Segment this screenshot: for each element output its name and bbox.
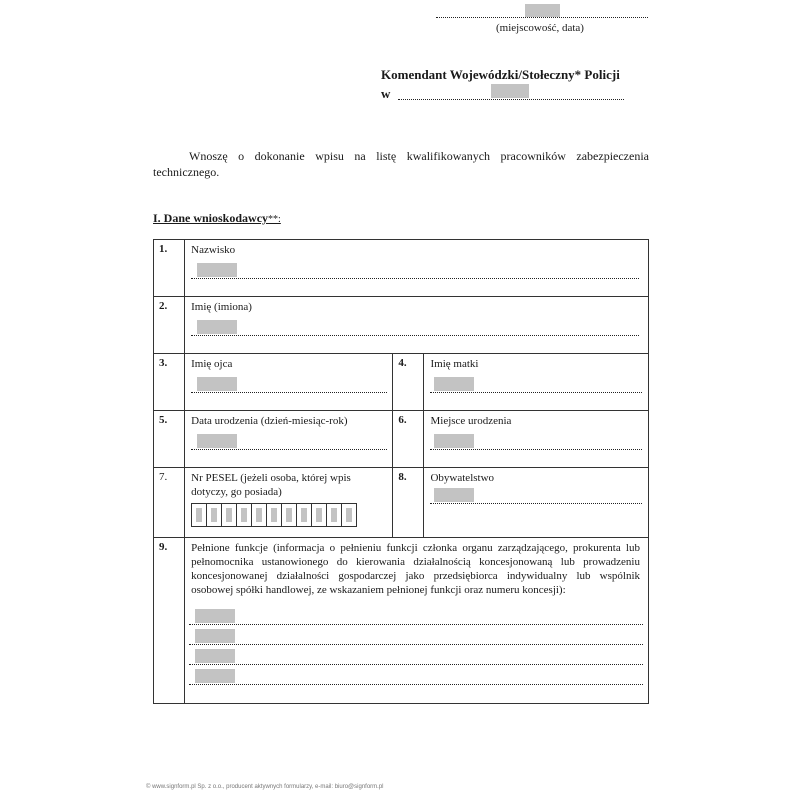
birth-place-input[interactable] <box>434 434 474 448</box>
functions-cell <box>185 538 649 704</box>
table-row <box>154 297 649 354</box>
birth-place-label: Miejsce urodzenia <box>430 415 512 427</box>
authority-city-dotted-line <box>398 99 624 100</box>
pesel-digit-box[interactable] <box>282 504 297 526</box>
birth-place-cell <box>424 411 649 468</box>
first-name-label: Imię (imiona) <box>191 301 252 313</box>
row-number: 2. <box>154 297 185 354</box>
authority-city-input[interactable] <box>491 84 529 98</box>
table-row <box>154 240 649 297</box>
first-name-cell <box>185 297 649 354</box>
applicant-data-table <box>153 239 649 704</box>
citizenship-label: Obywatelstwo <box>430 472 495 484</box>
father-name-input[interactable] <box>197 377 237 391</box>
table-row <box>154 411 649 468</box>
functions-input-2[interactable] <box>195 629 235 643</box>
row-number: 1. <box>154 240 185 297</box>
pesel-digit-box[interactable] <box>342 504 356 526</box>
pesel-cell <box>185 468 393 538</box>
birth-place-dotted-line <box>430 449 642 450</box>
section-title: I. Dane wnioskodawcy <box>153 211 269 225</box>
row-number: 7. <box>154 468 185 538</box>
functions-dotted-line-4 <box>189 684 643 685</box>
mother-name-input[interactable] <box>434 377 474 391</box>
table-row <box>154 468 649 538</box>
functions-dotted-line-3 <box>189 664 643 665</box>
surname-label: Nazwisko <box>191 244 236 256</box>
birth-date-input[interactable] <box>197 434 237 448</box>
place-date-input[interactable] <box>525 4 560 17</box>
section-title-stars: **: <box>268 214 281 225</box>
functions-dotted-line-2 <box>189 644 643 645</box>
surname-input[interactable] <box>197 263 237 277</box>
pesel-digit-box[interactable] <box>252 504 267 526</box>
birth-date-label: Data urodzenia (dzień-miesiąc-rok) <box>191 415 348 427</box>
birth-date-cell <box>185 411 393 468</box>
row-number: 5. <box>154 411 185 468</box>
functions-dotted-line-1 <box>189 624 643 625</box>
first-name-dotted-line <box>191 335 639 336</box>
pesel-digit-box[interactable] <box>267 504 282 526</box>
functions-input-4[interactable] <box>195 669 235 683</box>
mother-name-label: Imię matki <box>430 358 479 370</box>
pesel-digit-box[interactable] <box>312 504 327 526</box>
father-name-cell <box>185 354 393 411</box>
table-row <box>154 354 649 411</box>
father-name-dotted-line <box>191 392 387 393</box>
intro-text: Wnoszę o dokonanie wpisu na listę kwalifikowanych pracowników zabezpieczenia technicznego. <box>153 149 649 179</box>
citizenship-cell <box>424 468 649 538</box>
surname-cell <box>185 240 649 297</box>
mother-name-cell <box>424 354 649 411</box>
pesel-input-group <box>191 503 357 527</box>
row-number: 9. <box>154 538 185 704</box>
row-number: 8. <box>393 468 424 538</box>
authority-title: Komendant Wojewódzki/Stołeczny* Policji <box>381 67 620 82</box>
authority-w-label: w <box>381 86 391 101</box>
row-number: 6. <box>393 411 424 468</box>
section-heading <box>153 211 281 226</box>
pesel-digit-box[interactable] <box>222 504 237 526</box>
first-name-input[interactable] <box>197 320 237 334</box>
functions-label: Pełnione funkcje (informacja o pełnieniu funkcji członka organu zarządzającego, prokurenta lub pełnomocnika ustanowionego do kierowania działalnością koncesjonowaną lub prowadzeniu koncesjonowanej działalności gospodarczej jako przedsiębiorca indywidualny lub wspólnik osobowej spółki handlowej, ze wskazaniem pełnionej funkcji oraz numeru koncesji): <box>191 542 640 596</box>
pesel-digit-box[interactable] <box>327 504 342 526</box>
intro-paragraph <box>153 148 649 180</box>
row-number: 3. <box>154 354 185 411</box>
place-date-caption: (miejscowość, data) <box>496 22 584 34</box>
birth-date-dotted-line <box>191 449 387 450</box>
place-date-dotted-line <box>436 17 648 18</box>
functions-input-1[interactable] <box>195 609 235 623</box>
mother-name-dotted-line <box>430 392 642 393</box>
pesel-digit-box[interactable] <box>297 504 312 526</box>
footer-copyright: © www.signform.pl Sp. z o.o., producent aktywnych formularzy, e-mail: biuro@signform.pl <box>146 784 384 790</box>
pesel-label: Nr PESEL (jeżeli osoba, której wpis dotyczy, go posiada) <box>191 472 351 498</box>
citizenship-dotted-line <box>430 503 642 504</box>
father-name-label: Imię ojca <box>191 358 233 370</box>
functions-input-3[interactable] <box>195 649 235 663</box>
surname-dotted-line <box>191 278 639 279</box>
pesel-digit-box[interactable] <box>192 504 207 526</box>
citizenship-input[interactable] <box>434 488 474 502</box>
row-number: 4. <box>393 354 424 411</box>
pesel-digit-box[interactable] <box>207 504 222 526</box>
pesel-digit-box[interactable] <box>237 504 252 526</box>
table-row <box>154 538 649 704</box>
